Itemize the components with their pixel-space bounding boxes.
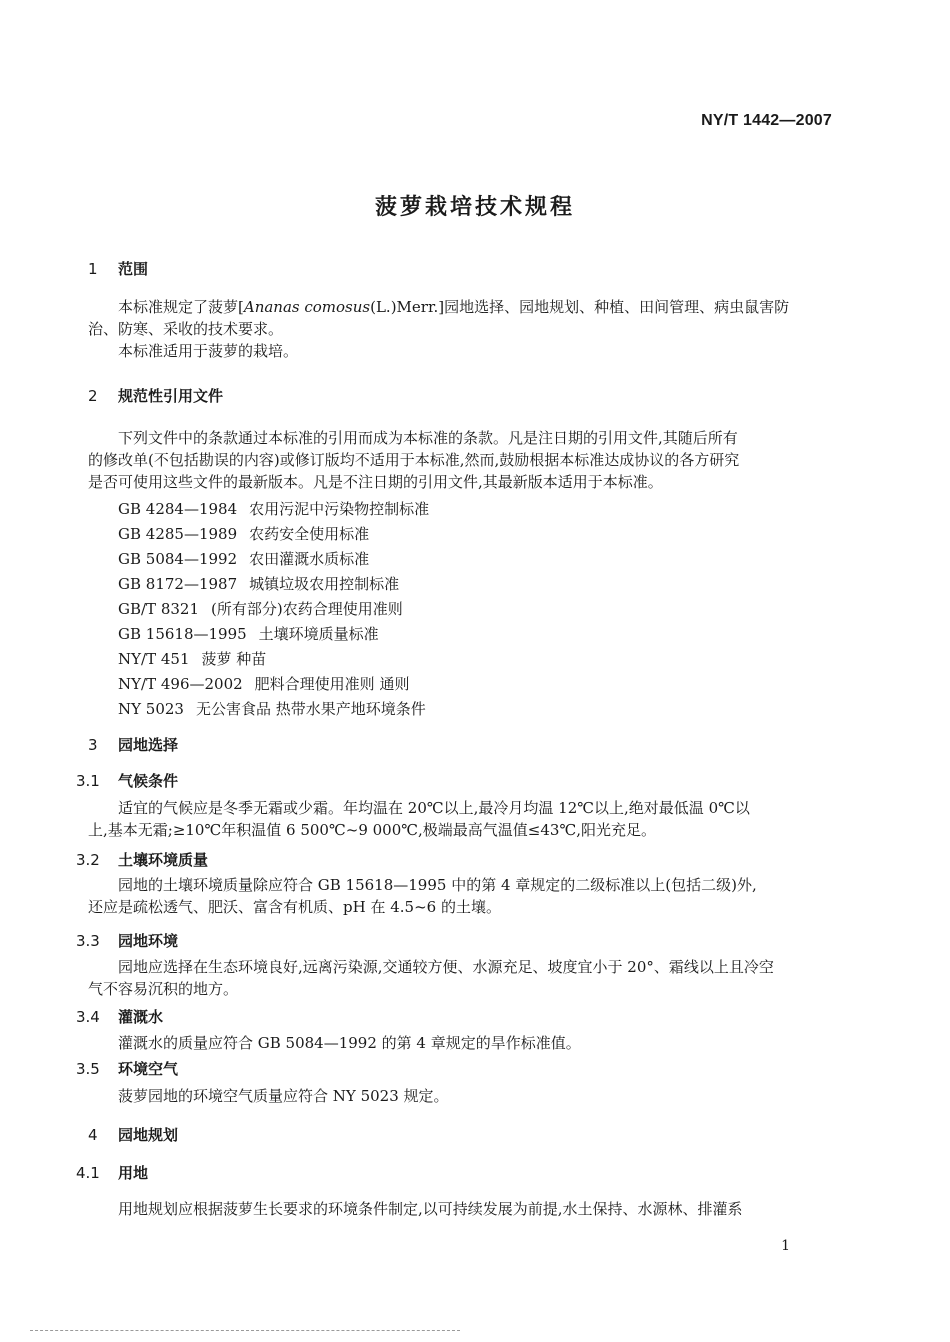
section-title: 规范性引用文件 bbox=[118, 387, 224, 405]
paragraph-line: 治、防寒、采收的技术要求。 bbox=[88, 320, 284, 338]
reference-item: GB 5084—1992 农田灌溉水质标准 bbox=[118, 550, 370, 568]
subsection-3-5-body bbox=[88, 1085, 823, 1107]
subsection-3-1-body bbox=[88, 797, 823, 841]
paragraph-line: 是否可使用这些文件的最新版本。凡是不注日期的引用文件,其最新版本适用于本标准。 bbox=[88, 473, 663, 491]
reference-item: GB 8172—1987 城镇垃圾农用控制标准 bbox=[118, 575, 400, 593]
paragraph-line: 园地应选择在生态环境良好,远离污染源,交通较方便、水源充足、坡度宜小于 20°、霜线以上且冷空 bbox=[118, 958, 774, 976]
section-2-body bbox=[88, 427, 823, 493]
reference-item: NY 5023 无公害食品 热带水果产地环境条件 bbox=[118, 700, 426, 718]
page-number: 1 bbox=[781, 1238, 790, 1254]
section-1-body bbox=[88, 296, 823, 362]
subsection-3-2-heading: 3.2 土壤环境质量 bbox=[76, 851, 209, 869]
paragraph-line: 本标准适用于菠萝的栽培。 bbox=[118, 342, 299, 360]
section-number: 3 bbox=[88, 736, 98, 754]
section-1-heading bbox=[88, 258, 148, 279]
reference-item: NY/T 451 菠萝 种苗 bbox=[118, 650, 267, 668]
document-title: 菠萝栽培技术规程 bbox=[374, 195, 575, 220]
paragraph-line: 的修改单(不包括勘误的内容)或修订版均不适用于本标准,然而,鼓励根据本标准达成协议的各方研究 bbox=[88, 451, 740, 469]
subsection-3-2-body bbox=[88, 874, 823, 918]
paragraph-line: 本标准规定了菠萝[Ananas comosus(L.)Merr.]园地选择、园地规划、种植、田间管理、病虫鼠害防 bbox=[118, 298, 790, 316]
paragraph-line: 适宜的气候应是冬季无霜或少霜。年均温在 20℃以上,最冷月均温 12℃以上,绝对最低温 0℃以 bbox=[118, 799, 750, 817]
paragraph-line: 园地的土壤环境质量除应符合 GB 15618—1995 中的第 4 章规定的二级标准以上(包括二级)外, bbox=[118, 876, 757, 894]
subsection-4-1-heading: 4.1 用地 bbox=[76, 1164, 149, 1182]
section-number: 2 bbox=[88, 387, 98, 405]
subsection-3-1-heading: 3.1 气候条件 bbox=[76, 772, 179, 790]
paragraph-line: 灌溉水的质量应符合 GB 5084—1992 的第 4 章规定的旱作标准值。 bbox=[118, 1034, 581, 1052]
latin-name: Ananas comosus bbox=[243, 298, 371, 316]
subsection-3-3-body bbox=[88, 956, 823, 1000]
paragraph-line: 下列文件中的条款通过本标准的引用而成为本标准的条款。凡是注日期的引用文件,其随后所有 bbox=[118, 429, 738, 447]
section-title: 范围 bbox=[118, 260, 149, 278]
section-title: 园地选择 bbox=[118, 736, 179, 754]
subsection-4-1-body bbox=[88, 1198, 823, 1220]
paragraph-line: 上,基本无霜;≥10℃年积温值 6 500℃~9 000℃,极端最高气温值≤43℃,阳光充足。 bbox=[88, 821, 657, 839]
section-number: 1 bbox=[88, 260, 98, 278]
reference-item: GB 4284—1984 农用污泥中污染物控制标准 bbox=[118, 500, 430, 518]
subsection-3-4-body bbox=[88, 1032, 823, 1054]
bottom-scan-line bbox=[30, 1330, 460, 1331]
subsection-3-5-heading: 3.5 环境空气 bbox=[76, 1060, 179, 1078]
section-number: 4 bbox=[88, 1126, 98, 1144]
section-2-heading bbox=[88, 385, 223, 406]
paragraph-line: 还应是疏松透气、肥沃、富含有机质、pH 在 4.5~6 的土壤。 bbox=[88, 898, 501, 916]
reference-item: NY/T 496—2002 肥料合理使用准则 通则 bbox=[118, 675, 410, 693]
section-3-heading bbox=[88, 734, 178, 755]
reference-item: GB 4285—1989 农药安全使用标准 bbox=[118, 525, 370, 543]
paragraph-line: 菠萝园地的环境空气质量应符合 NY 5023 规定。 bbox=[118, 1087, 449, 1105]
standard-code: NY/T 1442—2007 bbox=[701, 112, 832, 129]
paragraph-line: 气不容易沉积的地方。 bbox=[88, 980, 239, 998]
reference-item: GB/T 8321 (所有部分)农药合理使用准则 bbox=[118, 600, 403, 618]
section-title: 园地规划 bbox=[118, 1126, 179, 1144]
section-4-heading bbox=[88, 1124, 178, 1145]
paragraph-line: 用地规划应根据菠萝生长要求的环境条件制定,以可持续发展为前提,水土保持、水源林、排灌系 bbox=[118, 1200, 743, 1218]
subsection-3-4-heading: 3.4 灌溉水 bbox=[76, 1008, 164, 1026]
subsection-3-3-heading: 3.3 园地环境 bbox=[76, 932, 179, 950]
reference-item: GB 15618—1995 土壤环境质量标准 bbox=[118, 625, 379, 643]
